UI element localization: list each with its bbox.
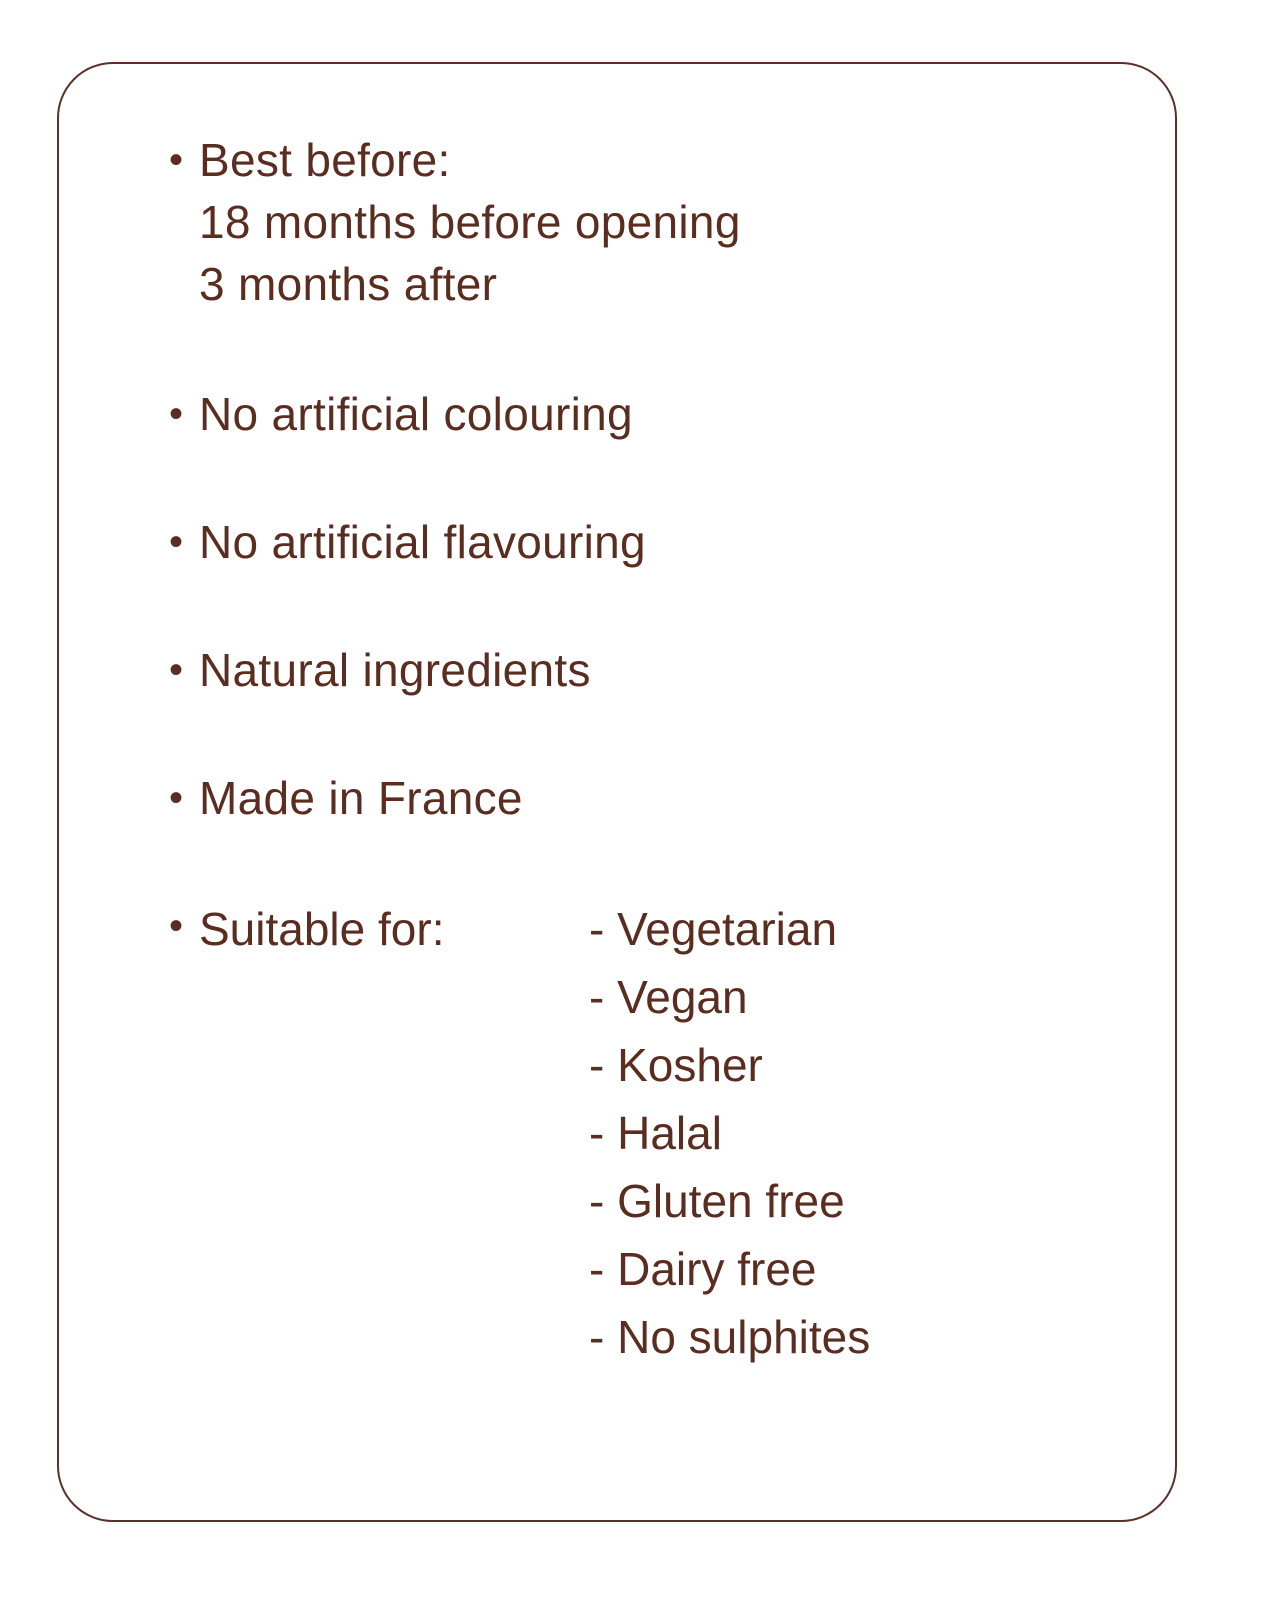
bullet-line: No artificial colouring	[199, 388, 633, 440]
bullet-line: Made in France	[199, 772, 523, 824]
bullet-item-natural-ingredients	[169, 639, 1135, 701]
bullet-lines	[199, 129, 1135, 315]
list-item: - Vegetarian	[589, 903, 838, 955]
list-item: - Vegan	[589, 971, 748, 1023]
bullet-line: Best before:	[199, 134, 451, 186]
list-item: - Gluten free	[589, 1175, 845, 1227]
bullet-lines	[199, 383, 1135, 445]
spacer	[169, 573, 1135, 639]
spacer	[169, 829, 1135, 895]
bullet-line: 18 months before opening	[199, 196, 741, 248]
list-item: - No sulphites	[589, 1311, 871, 1363]
bullet-lines	[199, 767, 1135, 829]
bullet-item-suitable-for	[169, 895, 1135, 1371]
spacer	[169, 315, 1135, 383]
bullet-dot-icon: •	[169, 138, 184, 182]
bullet-item-no-artificial-colouring	[169, 383, 1135, 445]
list-item: - Dairy free	[589, 1243, 817, 1295]
card-content	[169, 129, 1135, 1371]
bullet-item-best-before	[169, 129, 1135, 315]
list-item: - Kosher	[589, 1039, 763, 1091]
bullet-dot-icon: •	[169, 648, 184, 692]
suitable-for-label: Suitable for:	[199, 903, 445, 955]
bullet-lines	[199, 639, 1135, 701]
bullet-dot-icon: •	[169, 904, 184, 948]
bullet-dot-icon: •	[169, 392, 184, 436]
bullet-line: No artificial flavouring	[199, 516, 646, 568]
bullet-lines	[199, 511, 1135, 573]
bullet-dot-icon: •	[169, 776, 184, 820]
bullet-line: Natural ingredients	[199, 644, 591, 696]
suitable-for-list	[589, 895, 870, 1371]
suitable-for-group	[199, 895, 870, 1371]
spacer	[169, 701, 1135, 767]
info-card	[57, 62, 1177, 1522]
spacer	[169, 445, 1135, 511]
bullet-item-no-artificial-flavouring	[169, 511, 1135, 573]
bullet-item-made-in-france	[169, 767, 1135, 829]
bullet-dot-icon: •	[169, 520, 184, 564]
bullet-line: 3 months after	[199, 258, 498, 310]
list-item: - Halal	[589, 1107, 722, 1159]
